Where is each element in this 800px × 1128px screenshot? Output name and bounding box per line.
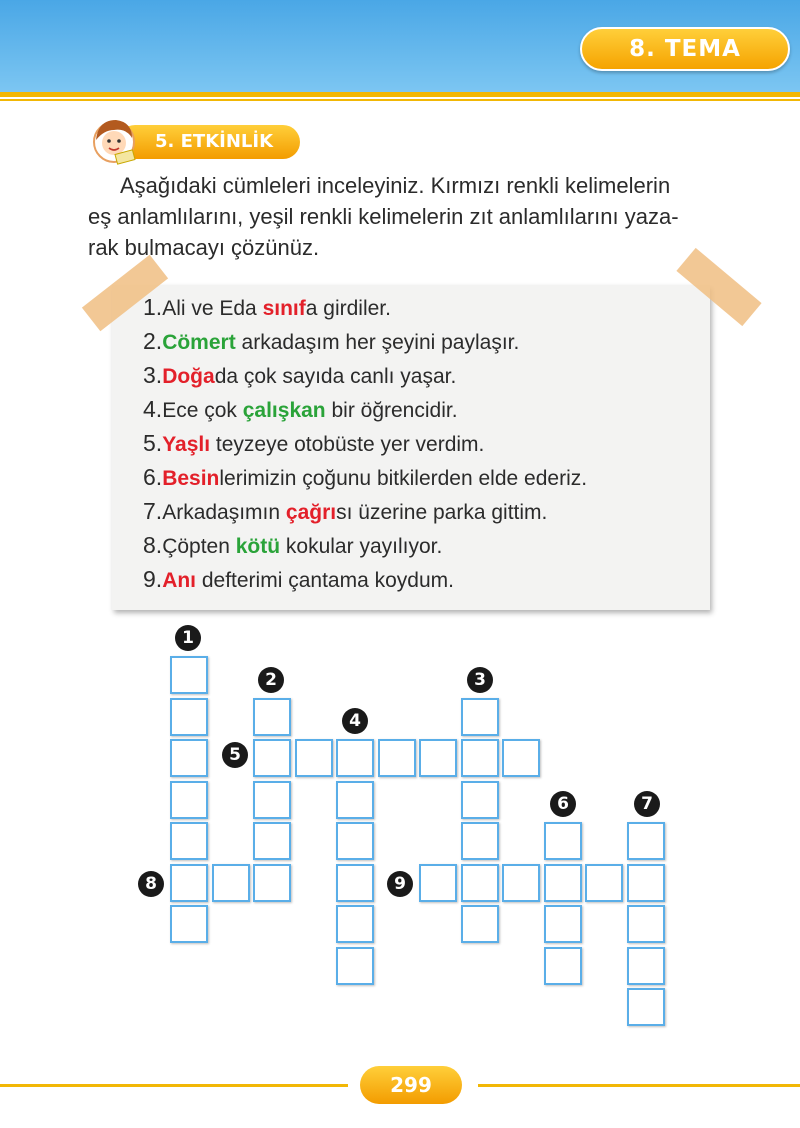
crossword-cell[interactable] (253, 781, 291, 819)
crossword-cell[interactable] (461, 822, 499, 860)
clue-number: 2. (143, 328, 163, 354)
clue-number: 8. (143, 532, 163, 558)
clue-keyword: sınıf (262, 297, 306, 320)
clue-number: 1. (143, 294, 163, 320)
clue-text-after: da çok sayıda canlı yaşar. (214, 365, 457, 388)
crossword-cell[interactable] (336, 947, 374, 985)
clue-text-after: defterimi çantama koydum. (196, 569, 454, 592)
clue-item (143, 426, 703, 460)
clue-item (143, 392, 703, 426)
crossword-cell[interactable] (419, 864, 457, 902)
crossword-cell[interactable] (627, 905, 665, 943)
crossword-cell[interactable] (461, 698, 499, 736)
crossword-label-3: 3 (467, 667, 493, 693)
crossword-cell[interactable] (170, 739, 208, 777)
crossword-cell[interactable] (502, 739, 540, 777)
clue-keyword: Anı (162, 569, 197, 592)
clue-keyword: çalışkan (242, 399, 326, 422)
crossword-cell[interactable] (295, 739, 333, 777)
crossword-cell[interactable] (336, 905, 374, 943)
crossword-label-7: 7 (634, 791, 660, 817)
instructions (88, 170, 728, 263)
crossword-cell[interactable] (336, 864, 374, 902)
crossword-cell[interactable] (627, 822, 665, 860)
clue-number: 3. (143, 362, 163, 388)
crossword-label-2: 2 (258, 667, 284, 693)
clue-number: 7. (143, 498, 163, 524)
clue-text-after: a girdiler. (305, 297, 391, 320)
crossword-cell[interactable] (544, 905, 582, 943)
theme-badge (580, 27, 790, 71)
crossword-label-8: 8 (138, 871, 164, 897)
clue-text-after: teyzeye otobüste yer verdim. (210, 433, 485, 456)
crossword-cell[interactable] (253, 698, 291, 736)
clue-item (143, 528, 703, 562)
clue-keyword: Yaşlı (162, 433, 211, 456)
clue-list (143, 290, 703, 596)
clue-text-before: Ali ve Eda (162, 297, 263, 320)
instructions-line-2: eş anlamlılarını, yeşil renkli kelimelerin zıt anlamlılarını yaza- (88, 204, 679, 229)
page-number-badge (360, 1066, 462, 1104)
clue-item (143, 562, 703, 596)
crossword-label-4: 4 (342, 708, 368, 734)
crossword-cell[interactable] (378, 739, 416, 777)
clue-item (143, 358, 703, 392)
theme-label: 8. TEMA (629, 36, 741, 62)
activity-badge (118, 125, 300, 159)
clue-text-after: kokular yayılıyor. (280, 535, 443, 558)
crossword-cell[interactable] (461, 864, 499, 902)
clue-text-after: bir öğrencidir. (325, 399, 458, 422)
clue-text-after: arkadaşım her şeyini paylaşır. (235, 331, 520, 354)
girl-mascot-icon (86, 112, 142, 168)
crossword-cell[interactable] (627, 988, 665, 1026)
crossword-label-1: 1 (175, 625, 201, 651)
instructions-line-3: rak bulmacayı çözünüz. (88, 235, 320, 260)
clue-keyword: Besin (162, 467, 220, 490)
clue-number: 6. (143, 464, 163, 490)
crossword-label-9: 9 (387, 871, 413, 897)
clue-item (143, 494, 703, 528)
crossword-label-6: 6 (550, 791, 576, 817)
clue-keyword: Cömert (162, 331, 236, 354)
activity-label: 5. ETKİNLİK (154, 131, 274, 152)
crossword-cell[interactable] (419, 739, 457, 777)
clue-keyword: kötü (235, 535, 281, 558)
crossword-cell[interactable] (544, 822, 582, 860)
crossword-cell[interactable] (461, 905, 499, 943)
crossword-cell[interactable] (544, 947, 582, 985)
crossword-cell[interactable] (336, 822, 374, 860)
clue-keyword: çağrı (285, 501, 337, 524)
crossword-cell[interactable] (461, 739, 499, 777)
crossword-cell[interactable] (627, 947, 665, 985)
clue-text-before: Çöpten (162, 535, 236, 558)
clue-text-before: Ece çok (162, 399, 243, 422)
clue-item (143, 460, 703, 494)
crossword-cell[interactable] (170, 656, 208, 694)
page-number: 299 (390, 1073, 432, 1097)
crossword-cell[interactable] (502, 864, 540, 902)
crossword-cell[interactable] (170, 822, 208, 860)
crossword-cell[interactable] (170, 905, 208, 943)
clue-number: 9. (143, 566, 163, 592)
crossword-cell[interactable] (336, 739, 374, 777)
crossword-cell[interactable] (544, 864, 582, 902)
crossword-cell[interactable] (585, 864, 623, 902)
header-rule (0, 92, 800, 97)
clue-text-after: sı üzerine parka gittim. (336, 501, 548, 524)
footer-rule-right (478, 1084, 800, 1087)
instructions-line-1: Aşağıdaki cümleleri inceleyiniz. Kırmızı renkli kelimelerin (120, 173, 671, 198)
clue-keyword: Doğa (162, 365, 215, 388)
clue-number: 5. (143, 430, 163, 456)
clue-number: 4. (143, 396, 163, 422)
crossword-cell[interactable] (170, 864, 208, 902)
crossword-cell[interactable] (253, 864, 291, 902)
clue-item (143, 290, 703, 324)
clue-text-before: Arkadaşımın (162, 501, 286, 524)
crossword-cell[interactable] (170, 781, 208, 819)
crossword-cell[interactable] (461, 781, 499, 819)
crossword-cell[interactable] (253, 822, 291, 860)
crossword-cell[interactable] (336, 781, 374, 819)
clue-item (143, 324, 703, 358)
footer-rule-left (0, 1084, 348, 1087)
crossword-cell[interactable] (627, 864, 665, 902)
crossword-label-5: 5 (222, 742, 248, 768)
crossword-cell[interactable] (253, 739, 291, 777)
header-rule-thin (0, 99, 800, 101)
clue-text-after: lerimizin çoğunu bitkilerden elde ederiz. (219, 467, 588, 490)
crossword-cell[interactable] (170, 698, 208, 736)
crossword-cell[interactable] (212, 864, 250, 902)
